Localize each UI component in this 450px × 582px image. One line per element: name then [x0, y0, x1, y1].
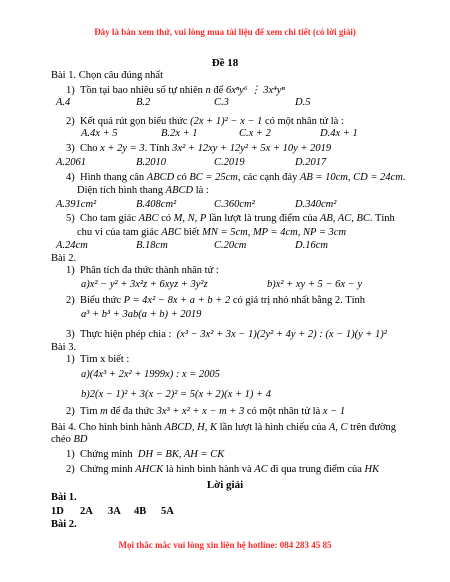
bai1-q1: 1) Tồn tại bao nhiêu số tự nhiên n để 6xⁿy⁶ ⋮ 3x⁴yⁿ — [66, 85, 285, 96]
bai1-q3-option-c: C.2019 — [214, 157, 245, 168]
bai1-q3-option-b: B.2010 — [136, 157, 167, 168]
bai4-q2: 2) Chứng minh AHCK là hình bình hành và AC đi qua trung điểm của HK — [66, 464, 380, 475]
bai2-q3: 3) Thực hiện phép chia : (x³ − 3x² + 3x − 1)(2y² + 4y + 2) : (x − 1)(y + 1)² — [66, 329, 387, 340]
solution-answer-1: 1D — [51, 506, 64, 517]
bai1-q1-option-d: D.5 — [295, 97, 311, 108]
bai1-q4-option-c: C.360cm² — [214, 199, 255, 210]
bai3-heading: Bài 3. — [51, 342, 77, 353]
solution-bai2: Bài 2. — [51, 519, 77, 530]
bai4-intro-line2: chéo BD — [51, 434, 88, 445]
bai1-q4-option-a: A.391cm² — [56, 199, 97, 210]
bai4-intro: Bài 4. Cho hình bình hành ABCD, H, K lần lượt là hình chiếu của A, C trên đường — [51, 422, 397, 433]
bai1-q2-option-a: A.4x + 5 — [81, 128, 118, 139]
bai2-q1-a: a)x² − y² + 3x²z + 6xyz + 3y²z — [81, 279, 208, 290]
exam-title: Đề 18 — [211, 57, 239, 69]
footer-notice: Mọi thắc mắc vui lòng xin liên hệ hotline: 084 283 45 85 — [118, 540, 332, 550]
bai1-q5-option-d: D.16cm — [295, 240, 328, 251]
bai1-heading: Bài 1. Chọn câu đúng nhất — [51, 70, 163, 81]
bai1-q4: 4) Hình thang cân ABCD có BC = 25cm, các cạnh đáy AB = 10cm, CD = 24cm. — [66, 172, 406, 183]
solution-answer-5: 5A — [161, 506, 174, 517]
bai2-q1: 1) Phân tích đa thức thành nhân tử : — [66, 265, 219, 276]
bai1-q2-option-c: C.x + 2 — [239, 128, 271, 139]
bai1-q1-option-a: A.4 — [56, 97, 71, 108]
bai1-q3-option-d: D.2017 — [295, 157, 327, 168]
header-notice: Đây là bản xem thử, vui lòng mua tài liệu để xem chi tiết (có lời giải) — [94, 27, 356, 37]
solution-answer-3: 3A — [108, 506, 121, 517]
bai1-q4-option-d: D.340cm² — [295, 199, 337, 210]
bai1-q2-option-b: B.2x + 1 — [161, 128, 198, 139]
solution-answer-4: 4B — [134, 506, 147, 517]
bai2-q2-line2: a³ + b³ + 3ab(a + b) + 2019 — [81, 309, 202, 320]
solution-title: Lời giải — [206, 479, 244, 491]
bai2-heading: Bài 2. — [51, 253, 77, 264]
bai1-q3-option-a: A.2061 — [56, 157, 87, 168]
bai2-q2: 2) Biểu thức P = 4x² − 8x + a + b + 2 có giá trị nhỏ nhất bằng 2. Tính — [66, 295, 366, 306]
bai1-q1-option-c: C.3 — [214, 97, 229, 108]
bai1-q5-line2: chu vi của tam giác ABC biết MN = 5cm, MP = 4cm, NP = 3cm — [77, 227, 347, 238]
bai1-q5-option-b: B.18cm — [136, 240, 168, 251]
bai1-q4-line2: Diện tích hình thang ABCD là : — [77, 185, 209, 196]
bai1-q3: 3) Cho x + 2y = 3. Tính 3x² + 12xy + 12y² + 5x + 10y + 2019 — [66, 143, 332, 154]
bai1-q1-option-b: B.2 — [136, 97, 151, 108]
bai3-q1-a: a)(4x³ + 2x² + 1999x) : x = 2005 — [81, 369, 220, 380]
bai1-q4-option-b: B.408cm² — [136, 199, 177, 210]
bai1-q2-option-d: D.4x + 1 — [320, 128, 358, 139]
bai4-q1: 1) Chứng minh DH = BK, AH = CK — [66, 449, 225, 460]
bai2-q1-b: b)x² + xy + 5 − 6x − y — [267, 279, 363, 290]
bai3-q1: 1) Tìm x biết : — [66, 354, 130, 365]
bai1-q5: 5) Cho tam giác ABC có M, N, P lần lượt là trung điểm của AB, AC, BC. Tính — [66, 213, 395, 224]
bai1-q5-option-c: C.20cm — [214, 240, 247, 251]
bai3-q1-b: b)2(x − 1)² + 3(x − 2)² = 5(x + 2)(x + 1) + 4 — [81, 389, 272, 400]
bai1-q2: 2) Kết quả rút gọn biểu thức (2x + 1)² − x − 1 có một nhân tử là : — [66, 116, 344, 127]
solution-answer-2: 2A — [80, 506, 93, 517]
bai1-q5-option-a: A.24cm — [56, 240, 88, 251]
bai3-q2: 2) Tìm m để đa thức 3x³ + x² + x − m + 3 có một nhân tử là x − 1 — [66, 406, 346, 417]
solution-bai1: Bài 1. — [51, 492, 77, 503]
